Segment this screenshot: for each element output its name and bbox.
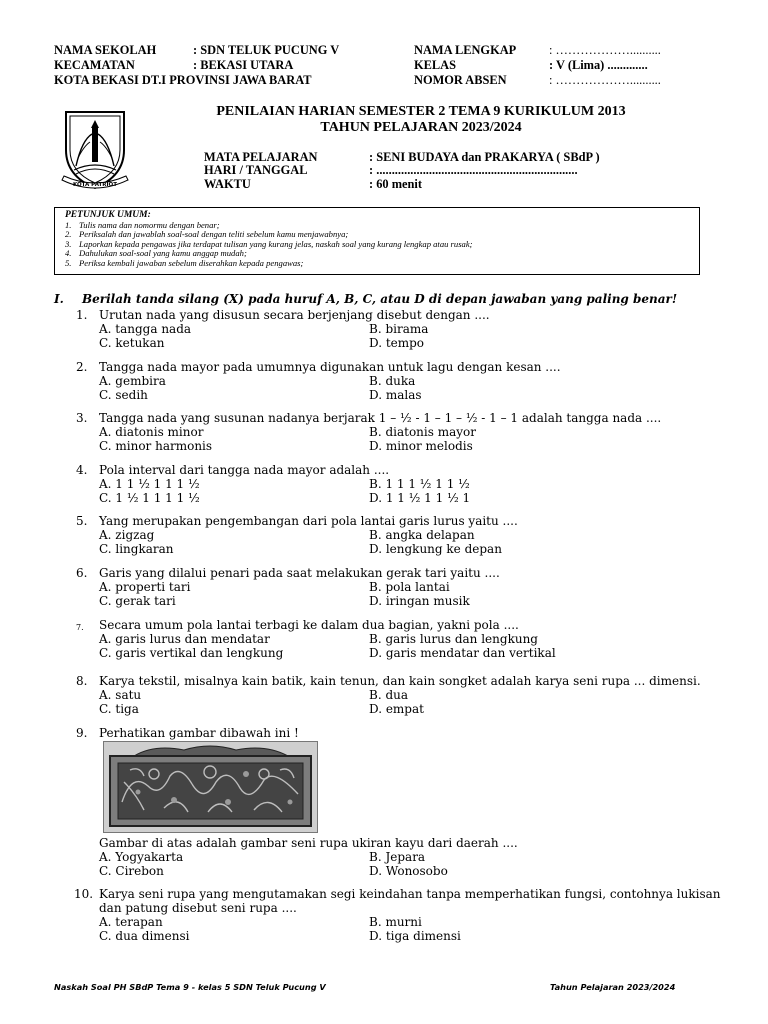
header-absen-label: NOMOR ABSEN — [414, 73, 507, 87]
exam-title-line1: PENILAIAN HARIAN SEMESTER 2 TEMA 9 KURIKULUM 2013 — [216, 104, 626, 119]
subject-value: : SENI BUDAYA dan PRAKARYA ( SBdP ) — [369, 150, 600, 164]
option-b[interactable]: B. Jepara — [369, 850, 426, 864]
section-number: I. — [54, 292, 64, 306]
option-d[interactable]: D. garis mendatar dan vertikal — [369, 646, 556, 660]
option-d[interactable]: D. lengkung ke depan — [369, 542, 502, 556]
option-a[interactable]: A. 1 1 ½ 1 1 1 ½ — [99, 477, 200, 491]
option-a[interactable]: A. diatonis minor — [99, 425, 204, 439]
option-c[interactable]: C. minor harmonis — [99, 439, 213, 453]
option-d[interactable]: D. iringan musik — [369, 594, 470, 608]
option-d[interactable]: D. Wonosobo — [369, 864, 448, 878]
option-c[interactable]: C. Cirebon — [99, 864, 164, 878]
option-a[interactable]: A. satu — [99, 688, 142, 702]
option-d[interactable]: D. malas — [369, 388, 422, 402]
option-c[interactable]: C. gerak tari — [99, 594, 176, 608]
option-c[interactable]: C. lingkaran — [99, 542, 174, 556]
logo-banner-text: KOTA PATRIOT — [72, 182, 118, 188]
option-c[interactable]: C. ketukan — [99, 336, 165, 350]
header-class-label: KELAS — [414, 58, 457, 72]
instruction-item: 3. Laporkan kepada pengawas jika terdapat tulisan yang kurang jelas, naskah soal yang kurang lengkap atau rusak; — [65, 238, 473, 249]
header-school-label: NAMA SEKOLAH — [54, 43, 157, 57]
footer-left: Naskah Soal PH SBdP Tema 9 - kelas 5 SDN Teluk Pucung V — [54, 982, 326, 992]
instruction-item: 1. Tulis nama dan nomormu dengan benar; — [65, 219, 220, 230]
option-b[interactable]: B. dua — [369, 688, 409, 702]
footer-right: Tahun Pelajaran 2023/2024 — [550, 982, 676, 992]
option-c[interactable]: C. garis vertikal dan lengkung — [99, 646, 284, 660]
time-label: WAKTU — [204, 177, 251, 191]
option-b[interactable]: B. 1 1 1 ½ 1 1 ½ — [369, 477, 470, 491]
instructions-box — [54, 207, 700, 275]
header-district-label: KECAMATAN — [54, 58, 135, 72]
option-d[interactable]: D. 1 1 ½ 1 1 ½ 1 — [369, 491, 471, 505]
city-emblem-logo — [58, 106, 132, 194]
option-a[interactable]: A. terapan — [99, 915, 163, 929]
option-b[interactable]: B. pola lantai — [369, 580, 450, 594]
time-value: : 60 menit — [369, 177, 422, 191]
header-district-value: : BEKASI UTARA — [193, 58, 294, 72]
option-b[interactable]: B. angka delapan — [369, 528, 475, 542]
option-d[interactable]: D. tempo — [369, 336, 425, 350]
option-d[interactable]: D. empat — [369, 702, 424, 716]
option-a[interactable]: A. gembira — [99, 374, 166, 388]
header-name-value[interactable]: : ……………….......... — [549, 43, 661, 57]
option-b[interactable]: B. murni — [369, 915, 422, 929]
instruction-item: 5. Periksa kembali jawaban sebelum diserahkan kepada pengawas; — [65, 257, 304, 268]
date-value[interactable]: : ................................................................. — [369, 163, 578, 177]
instructions-title: PETUNJUK UMUM: — [65, 210, 151, 220]
option-d[interactable]: D. minor melodis — [369, 439, 473, 453]
section-instruction: Berilah tanda silang (X) pada huruf A, B, C, atau D di depan jawaban yang paling benar! — [82, 292, 678, 306]
subject-label: MATA PELAJARAN — [204, 150, 318, 164]
option-b[interactable]: B. diatonis mayor — [369, 425, 476, 439]
option-a[interactable]: A. properti tari — [99, 580, 191, 594]
exam-title-line2: TAHUN PELAJARAN 2023/2024 — [320, 120, 522, 135]
option-c[interactable]: C. tiga — [99, 702, 139, 716]
header-school-value: : SDN TELUK PUCUNG V — [193, 43, 340, 57]
option-b[interactable]: B. garis lurus dan lengkung — [369, 632, 538, 646]
date-label: HARI / TANGGAL — [204, 163, 308, 177]
instruction-item: 4. Dahulukan soal-soal yang kamu anggap mudah; — [65, 248, 247, 259]
option-b[interactable]: B. birama — [369, 322, 429, 336]
header-city: KOTA BEKASI DT.I PROVINSI JAWA BARAT — [54, 73, 312, 87]
header-absen-value[interactable]: : ……………….......... — [549, 73, 661, 87]
option-a[interactable]: A. garis lurus dan mendatar — [99, 632, 270, 646]
wood-carving-image — [103, 741, 318, 833]
header-name-label: NAMA LENGKAP — [414, 43, 517, 57]
option-c[interactable]: C. 1 ½ 1 1 1 1 ½ — [99, 491, 200, 505]
option-a[interactable]: A. tangga nada — [99, 322, 192, 336]
option-a[interactable]: A. zigzag — [99, 528, 155, 542]
header-class-value: : V (Lima) ............. — [549, 58, 648, 72]
option-c[interactable]: C. dua dimensi — [99, 929, 190, 943]
option-a[interactable]: A. Yogyakarta — [99, 850, 184, 864]
option-d[interactable]: D. tiga dimensi — [369, 929, 461, 943]
option-c[interactable]: C. sedih — [99, 388, 148, 402]
instruction-item: 2. Periksalah dan jawablah soal-soal dengan teliti sebelum kamu menjawabnya; — [65, 229, 349, 240]
option-b[interactable]: B. duka — [369, 374, 416, 388]
